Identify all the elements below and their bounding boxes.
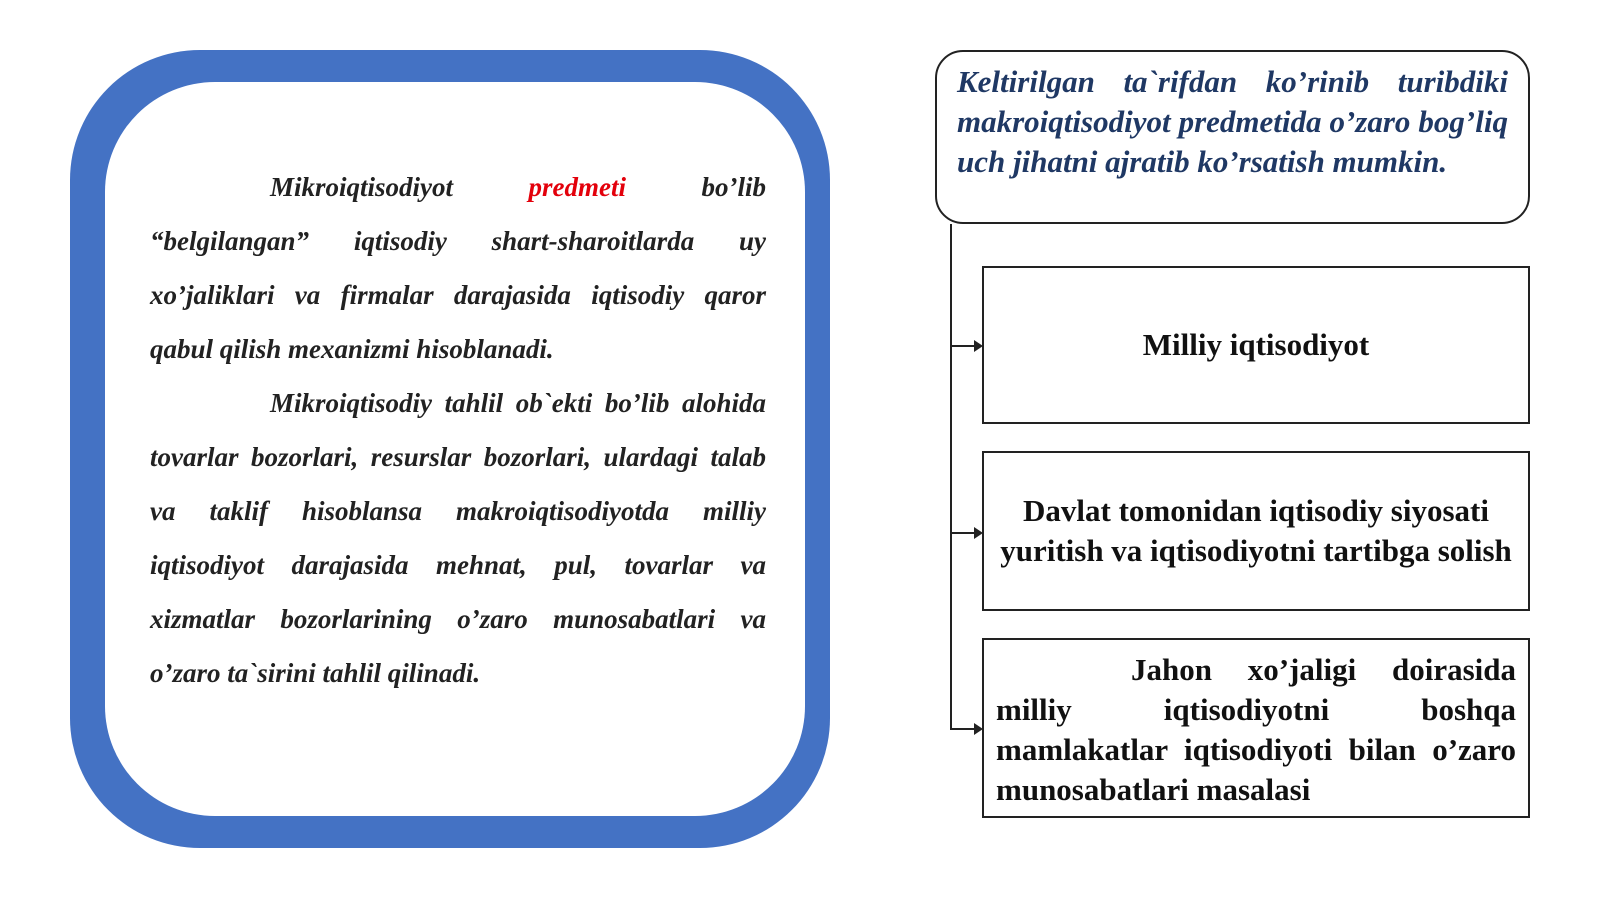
aspect-box-national-economy	[982, 266, 1530, 424]
paragraph-micro-subject-start: Mikroiqtisodiyot	[270, 172, 529, 202]
aspect-box-state-policy	[982, 451, 1530, 611]
arrow-icon	[950, 345, 981, 347]
left-panel-text	[150, 160, 766, 700]
paragraph-micro-subject-end: bo’lib “belgilangan” iqtisodiy shart-sharoitlarda uy xo’jaliklari va firmalar darajasida iqtisodiy qaror qabul qilish mexanizmi hisoblanadi.	[150, 172, 766, 364]
aspect-label: Jahon xo’jaligi doirasida milliy iqtisodiyotni boshqa mamlakatlar iqtisodiyoti bilan o’zaro munosabatlari masalasi	[996, 652, 1516, 807]
arrow-icon	[950, 532, 981, 534]
highlight-predmeti: predmeti	[528, 172, 626, 202]
aspect-label: Davlat tomonidan iqtisodiy siyosati yuritish va iqtisodiyotni tartibga solish	[1000, 493, 1512, 568]
aspect-box-world-economy	[982, 638, 1530, 818]
arrow-icon	[950, 728, 981, 730]
aspect-label: Milliy iqtisodiyot	[1142, 327, 1370, 362]
definition-text: Keltirilgan ta`rifdan ko’rinib turibdiki makroiqtisodiyot predmetida o’zaro bog’liq uch jihatni ajratib ko’rsatish mumkin.	[957, 64, 1508, 179]
paragraph-micro-subject	[150, 160, 766, 376]
connector-line	[950, 224, 952, 729]
paragraph-micro-object: Mikroiqtisodiy tahlil ob`ekti bo’lib alohida tovarlar bozorlari, resurslar bozorlari, ulardagi talab va taklif hisoblansa makroiqtisodiyotda milliy iqtisodiyot darajasida mehnat, pul, tovarlar va xizmatlar bozorlarining o’zaro munosabatlari va o’zaro ta`sirini tahlil qilinadi.	[150, 388, 766, 688]
definition-box	[935, 50, 1530, 224]
